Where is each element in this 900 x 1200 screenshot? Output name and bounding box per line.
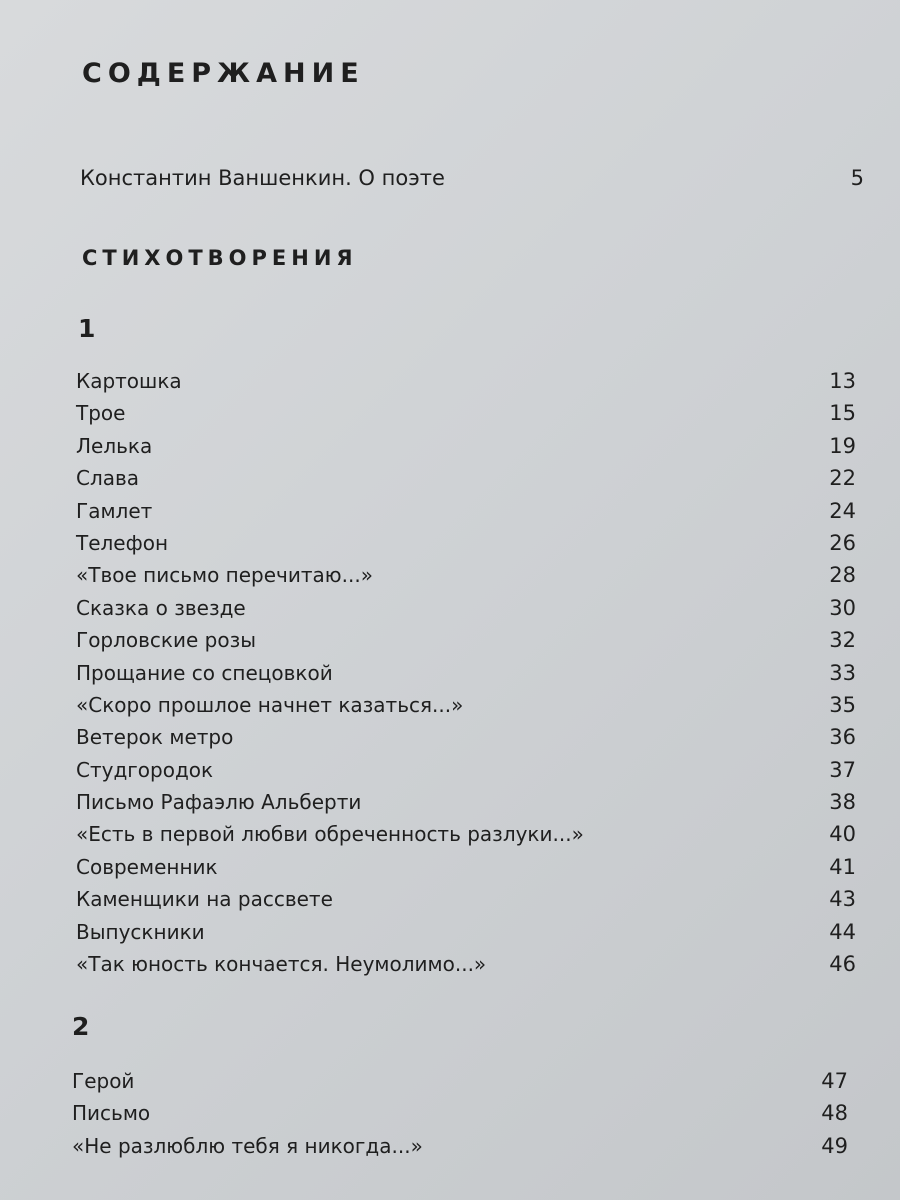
toc-entry bbox=[76, 559, 856, 591]
entry-title: Письмо bbox=[72, 1101, 151, 1126]
entry-title: Выпускники bbox=[76, 919, 205, 944]
entry-page: 38 bbox=[829, 790, 856, 815]
entry-title: Лелька bbox=[76, 433, 153, 458]
toc-entry bbox=[76, 721, 856, 753]
entry-page: 33 bbox=[829, 660, 856, 685]
toc-entry bbox=[72, 1065, 848, 1097]
toc-entry bbox=[76, 916, 856, 948]
entry-title: Студгородок bbox=[76, 757, 214, 782]
entry-title: Прощание со спецовкой bbox=[76, 660, 333, 685]
part1-list bbox=[76, 365, 856, 980]
entry-page: 48 bbox=[821, 1101, 848, 1126]
entry-title: Трое bbox=[76, 401, 126, 426]
toc-entry bbox=[76, 397, 856, 429]
toc-entry bbox=[76, 592, 856, 624]
entry-title: «Так юность кончается. Неумолимо...» bbox=[76, 952, 487, 977]
intro-page: 5 bbox=[850, 166, 864, 190]
section-heading: СТИХОТВОРЕНИЯ bbox=[82, 246, 358, 270]
entry-page: 37 bbox=[829, 757, 856, 782]
toc-entry bbox=[76, 527, 856, 559]
part2-list bbox=[72, 1065, 848, 1162]
intro-title: Константин Ваншенкин. О поэте bbox=[80, 166, 445, 190]
intro-entry bbox=[80, 162, 864, 194]
entry-page: 28 bbox=[829, 563, 856, 588]
entry-page: 32 bbox=[829, 628, 856, 653]
entry-title: Современник bbox=[76, 854, 218, 879]
entry-page: 41 bbox=[829, 854, 856, 879]
entry-title: Слава bbox=[76, 466, 140, 491]
entry-page: 24 bbox=[829, 498, 856, 523]
entry-page: 47 bbox=[821, 1069, 848, 1093]
toc-entry bbox=[76, 430, 856, 462]
entry-title: Письмо Рафаэлю Альберти bbox=[76, 790, 362, 815]
toc-entry bbox=[76, 948, 856, 980]
entry-title: Телефон bbox=[76, 530, 169, 555]
entry-title: «Скоро прошлое начнет казаться...» bbox=[76, 692, 464, 717]
entry-page: 13 bbox=[829, 369, 856, 393]
entry-page: 43 bbox=[829, 887, 856, 912]
entry-title: Гамлет bbox=[76, 498, 153, 523]
toc-entry bbox=[76, 657, 856, 689]
entry-title: «Не разлюблю тебя я никогда...» bbox=[72, 1133, 423, 1158]
toc-entry bbox=[76, 365, 856, 397]
toc-entry bbox=[76, 689, 856, 721]
toc-entry bbox=[76, 754, 856, 786]
entry-page: 44 bbox=[829, 919, 856, 944]
entry-page: 46 bbox=[829, 952, 856, 977]
part-number-1: 1 bbox=[78, 314, 96, 343]
entry-page: 30 bbox=[829, 595, 856, 620]
entry-page: 19 bbox=[829, 433, 856, 458]
toc-entry bbox=[76, 818, 856, 850]
entry-title: «Твое письмо перечитаю...» bbox=[76, 563, 373, 588]
entry-page: 49 bbox=[821, 1133, 848, 1158]
entry-title: Картошка bbox=[76, 369, 182, 393]
entry-page: 22 bbox=[829, 466, 856, 491]
entry-title: Ветерок метро bbox=[76, 725, 234, 750]
toc-entry bbox=[76, 851, 856, 883]
toc-entry bbox=[72, 1097, 848, 1129]
entry-page: 26 bbox=[829, 530, 856, 555]
contents-heading: СОДЕРЖАНИЕ bbox=[82, 58, 365, 89]
entry-title: Каменщики на рассвете bbox=[76, 887, 333, 912]
toc-entry bbox=[76, 883, 856, 915]
toc-entry bbox=[76, 624, 856, 656]
entry-title: Герой bbox=[72, 1069, 135, 1093]
toc-entry bbox=[76, 462, 856, 494]
toc-entry bbox=[76, 786, 856, 818]
entry-page: 35 bbox=[829, 692, 856, 717]
part-number-2: 2 bbox=[72, 1012, 90, 1041]
entry-page: 40 bbox=[829, 822, 856, 847]
entry-title: «Есть в первой любви обреченность разлуки...» bbox=[76, 822, 584, 847]
entry-page: 36 bbox=[829, 725, 856, 750]
entry-title: Горловские розы bbox=[76, 628, 257, 653]
entry-page: 15 bbox=[829, 401, 856, 426]
entry-title: Сказка о звезде bbox=[76, 595, 246, 620]
toc-entry bbox=[72, 1130, 848, 1162]
toc-entry bbox=[76, 495, 856, 527]
